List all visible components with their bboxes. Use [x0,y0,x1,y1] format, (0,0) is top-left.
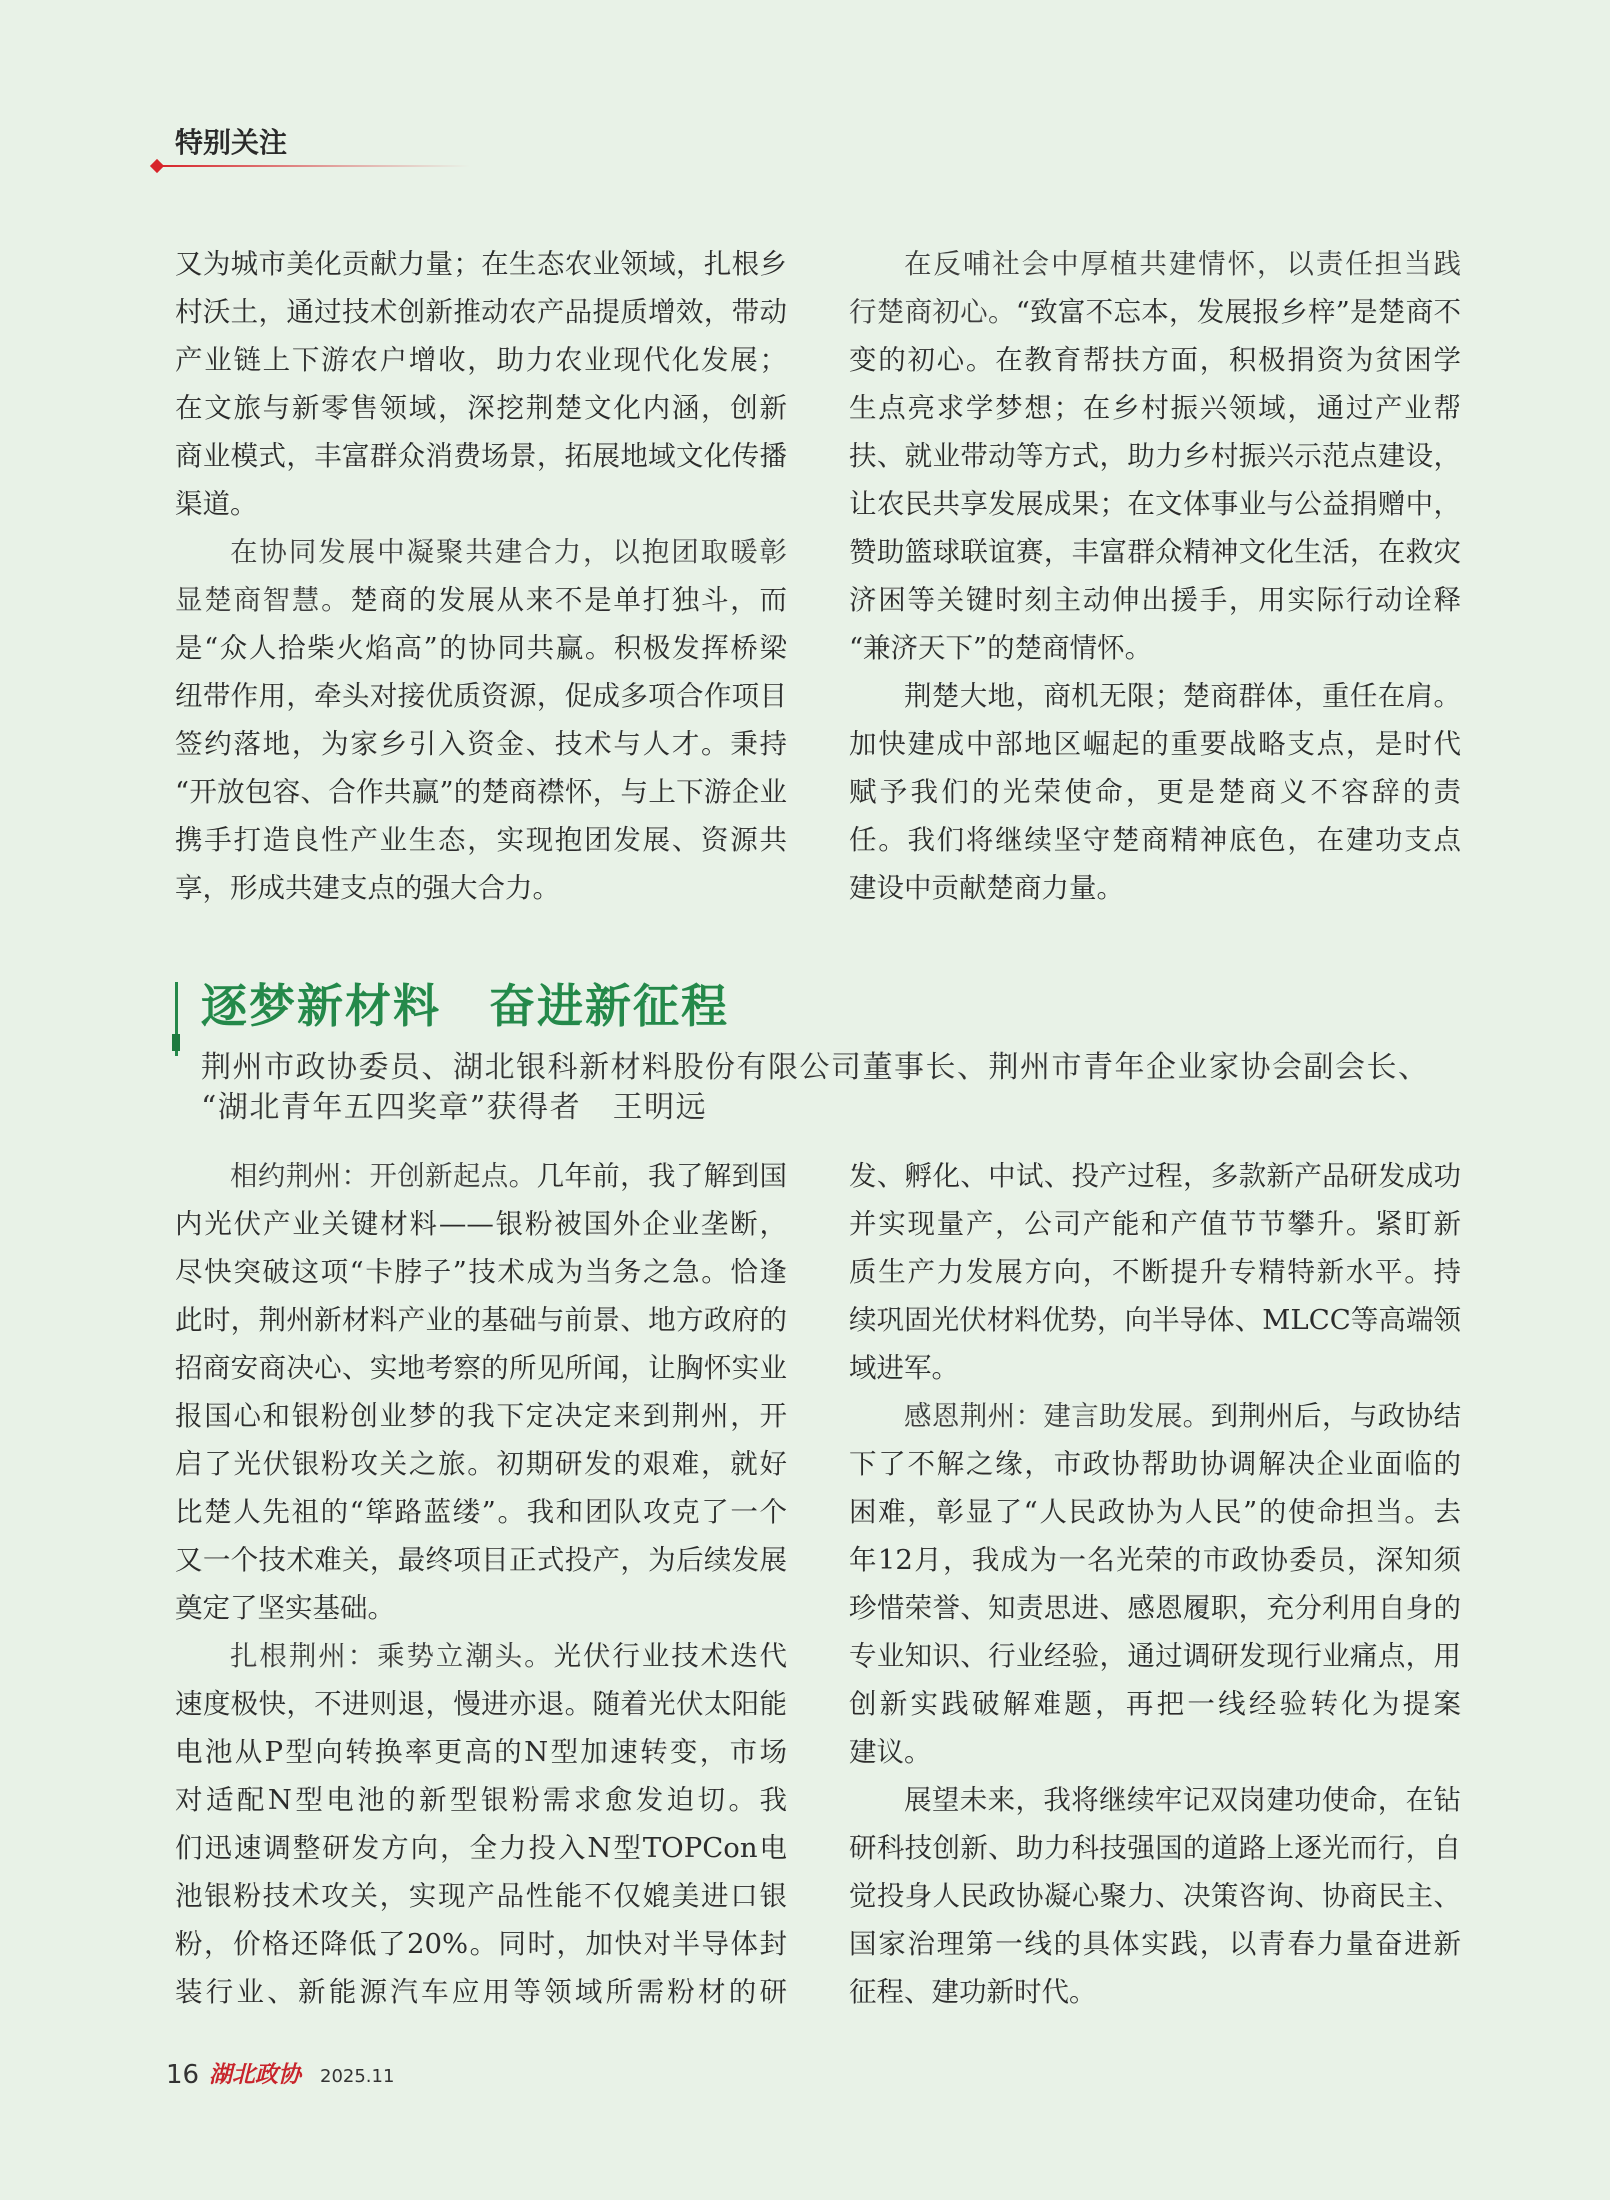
body-text-line: 比楚人先祖的“筚路蓝缕”。我和团队攻克了一个 [175,1496,787,1528]
body-text-line: 研科技创新、助力科技强国的道路上逐光而行，自 [849,1832,1461,1864]
section-label: 特别关注 [175,126,288,159]
body-text-line [175,528,787,576]
author-byline-line: “湖北青年五四奖章”获得者 王明远 [201,1090,708,1125]
body-text-line: 此时，荆州新材料产业的基础与前景、地方政府的 [175,1304,787,1336]
lead-in-phrase: 扎根荆州：乘势立潮头。 [230,1640,554,1672]
article-left-column [175,1152,787,2016]
body-text-line: 村沃土，通过技术创新推动农产品提质增效，带动 [175,296,787,328]
body-text-line: 创新实践破解难题，再把一线经验转化为提案 [849,1688,1461,1720]
body-text-line: 荆楚大地，商机无限；楚商群体，重任在肩。 [904,680,1461,712]
body-text-line: 奠定了坚实基础。 [175,1592,395,1624]
body-text-line: 是“众人拾柴火焰高”的协同共赢。积极发挥桥梁 [175,632,787,664]
magazine-logo: 湖北政协 [209,2061,301,2088]
body-text-line: 粉，价格还降低了20%。同时，加快对半导体封 [175,1928,787,1960]
top-right-column [849,240,1461,912]
body-text-line: 启了光伏银粉攻关之旅。初期研发的艰难，就好 [175,1448,787,1480]
page-number: 16 [166,2060,200,2090]
body-text-line: 对适配N型电池的新型银粉需求愈发迫切。我 [175,1784,787,1816]
body-text-line: 建设中贡献楚商力量。 [849,872,1124,904]
body-text-line: 纽带作用，牵头对接优质资源，促成多项合作项目 [175,680,787,712]
body-text-line: 变的初心。在教育帮扶方面，积极捐资为贫困学 [849,344,1461,376]
body-text-line: 展望未来，我将继续牢记双岗建功使命，在钻 [904,1784,1461,1816]
body-text-line: 招商安商决心、实地考察的所见所闻，让胸怀实业 [175,1352,787,1384]
body-text-line: 续巩固光伏材料优势，向半导体、MLCC等高端领 [849,1304,1461,1336]
body-text-line [849,288,1461,336]
line-text: 到荆州后，与政协结 [1210,1400,1462,1432]
body-text-line: 让农民共享发展成果；在文体事业与公益捐赠中， [849,488,1461,520]
body-text-line: 签约落地，为家乡引入资金、技术与人才。秉持 [175,728,787,760]
body-text-line [175,1632,787,1680]
issue-date: 2025.11 [320,2066,395,2087]
body-text-line [849,240,1461,288]
body-text-line: 生点亮求学梦想；在乡村振兴领域，通过产业帮 [849,392,1461,424]
lead-in-phrase: 相约荆州：开创新起点。 [230,1160,537,1192]
body-text-line: 装行业、新能源汽车应用等领域所需粉材的研 [175,1976,787,2008]
body-text-line: 珍惜荣誉、知责思进、感恩履职，充分利用自身的 [849,1592,1461,1624]
body-text-line: 尽快突破这项“卡脖子”技术成为当务之急。恰逢 [175,1256,787,1288]
lead-in-phrase: 显楚商智慧。 [175,584,351,616]
body-text-line: 专业知识、行业经验，通过调研发现行业痛点，用 [849,1640,1461,1672]
author-byline-line: 荆州市政协委员、湖北银科新材料股份有限公司董事长、荆州市青年企业家协会副会长、 [201,1050,1430,1085]
body-text-line: 任。我们将继续坚守楚商精神底色，在建功支点 [849,824,1461,856]
line-text: 光伏行业技术迭代 [553,1640,788,1672]
body-text-line: 速度极快，不进则退，慢进亦退。随着光伏太阳能 [175,1688,787,1720]
body-text-line: 在文旅与新零售领域，深挖荆楚文化内涵，创新 [175,392,787,424]
body-text-line: 域进军。 [849,1352,959,1384]
body-text-line [849,1392,1461,1440]
body-text-line: 享，形成共建支点的强大合力。 [175,872,560,904]
body-text-line: 年12月，我成为一名光荣的市政协委员，深知须 [849,1544,1461,1576]
body-text-line: 又为城市美化贡献力量；在生态农业领域，扎根乡 [175,248,787,280]
lead-in-phrase: 行楚商初心。 [849,296,1016,328]
line-text: 几年前，我了解到国 [536,1160,788,1192]
body-text-line: 又一个技术难关，最终项目正式投产，为后续发展 [175,1544,787,1576]
body-text-line: 济困等关键时刻主动伸出援手，用实际行动诠释 [849,584,1461,616]
body-text-line: 携手打造良性产业生态，实现抱团发展、资源共 [175,824,787,856]
body-text-line: 赋予我们的光荣使命，更是楚商义不容辞的责 [849,776,1461,808]
lead-in-phrase: 在反哺社会中厚植共建情怀，以责任担当践 [904,248,1461,280]
body-text-line: 电池从P型向转换率更高的N型加速转变，市场 [175,1736,787,1768]
article-right-column [849,1152,1461,2016]
body-text-line: 扶、就业带动等方式，助力乡村振兴示范点建设， [849,440,1461,472]
article-title: 逐梦新材料 奋进新征程 [201,979,729,1033]
body-text-line [175,576,787,624]
lead-in-phrase: 感恩荆州：建言助发展。 [904,1400,1211,1432]
body-text-line: 质生产力发展方向，不断提升专精特新水平。持 [849,1256,1461,1288]
body-text-line: 内光伏产业关键材料——银粉被国外企业垄断， [175,1208,787,1240]
lead-in-phrase: 在协同发展中凝聚共建合力，以抱团取暖彰 [230,536,787,568]
body-text-line: 国家治理第一线的具体实践，以青春力量奋进新 [849,1928,1461,1960]
body-text-line: 们迅速调整研发方向，全力投入N型TOPCon电 [175,1832,787,1864]
body-text-line: “兼济天下”的楚商情怀。 [849,632,1153,664]
title-accent-block [172,1034,180,1051]
line-text: 楚商的发展从来不是单打独斗，而 [350,584,788,616]
top-left-column [175,240,787,912]
body-text-line: 发、孵化、中试、投产过程，多款新产品研发成功 [849,1160,1461,1192]
body-text-line: 报国心和银粉创业梦的我下定决定来到荆州，开 [175,1400,787,1432]
body-text-line: 困难，彰显了“人民政协为人民”的使命担当。去 [849,1496,1461,1528]
body-text-line: 并实现量产，公司产能和产值节节攀升。紧盯新 [849,1208,1461,1240]
body-text-line: 渠道。 [175,488,258,520]
body-text-line: 下了不解之缘，市政协帮助协调解决企业面临的 [849,1448,1461,1480]
line-text: “致富不忘本，发展报乡梓”是楚商不 [1015,296,1462,328]
body-text-line: “开放包容、合作共赢”的楚商襟怀，与上下游企业 [175,776,787,808]
body-text-line: 池银粉技术攻关，实现产品性能不仅媲美进口银 [175,1880,787,1912]
body-text-line: 加快建成中部地区崛起的重要战略支点，是时代 [849,728,1461,760]
body-text-line: 觉投身人民政协凝心聚力、决策咨询、协商民主、 [849,1880,1461,1912]
body-text-line: 产业链上下游农户增收，助力农业现代化发展； [175,344,787,376]
body-text-line [175,1152,787,1200]
body-text-line: 征程、建功新时代。 [849,1976,1097,2008]
header-rule [160,165,470,167]
body-text-line: 商业模式，丰富群众消费场景，拓展地域文化传播 [175,440,787,472]
body-text-line: 建议。 [849,1736,932,1768]
body-text-line: 赞助篮球联谊赛，丰富群众精神文化生活，在救灾 [849,536,1461,568]
